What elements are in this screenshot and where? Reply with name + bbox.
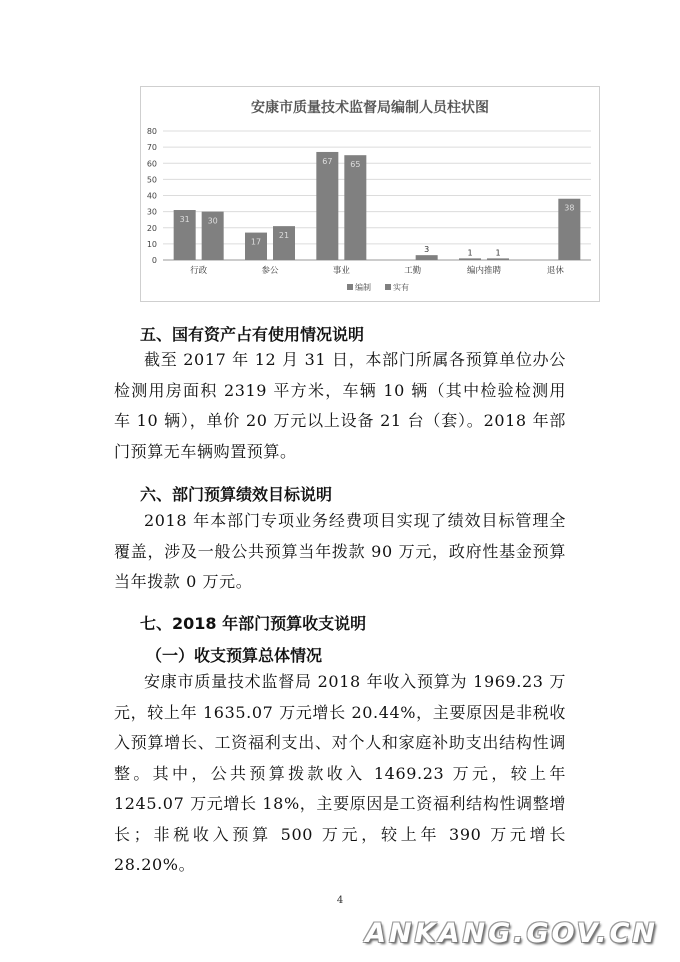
x-tick-label: 编内推聘 — [466, 266, 502, 276]
x-tick-label: 退休 — [546, 266, 564, 276]
section-7-subheading: （一）收支预算总体情况 — [146, 646, 323, 665]
y-tick-label: 50 — [146, 175, 157, 185]
bar-实有 — [416, 255, 438, 260]
y-tick-label: 0 — [151, 256, 157, 265]
x-tick-label: 行政 — [190, 266, 208, 276]
bar-编制 — [316, 152, 338, 260]
legend-swatch — [385, 284, 391, 290]
x-tick-label: 工勤 — [404, 266, 422, 276]
data-label: 21 — [278, 231, 290, 241]
y-tick-label: 30 — [146, 207, 157, 217]
legend-label: 编制 — [355, 283, 371, 292]
site-watermark: ANKANG.GOV.CN — [365, 918, 658, 949]
y-tick-label: 80 — [146, 127, 157, 136]
legend-label: 实有 — [393, 283, 409, 292]
y-tick-label: 20 — [146, 223, 157, 233]
section-6-body: 2018 年本部门专项业务经费项目实现了绩效目标管理全覆盖，涉及一般公共预算当年拨款 90 万元，政府性基金预算当年拨款 0 万元。 — [114, 511, 566, 591]
data-label: 31 — [179, 215, 190, 225]
bar-实有 — [487, 258, 509, 260]
section-5-heading: 五、国有资产占有使用情况说明 — [140, 325, 365, 344]
data-label: 65 — [350, 160, 361, 170]
chart-plot — [141, 87, 601, 303]
data-label: 1 — [467, 248, 473, 258]
staffing-bar-chart — [140, 86, 600, 302]
data-label: 3 — [424, 245, 430, 255]
y-tick-label: 10 — [146, 239, 157, 249]
page-number: 4 — [336, 895, 344, 906]
bar-实有 — [344, 155, 366, 260]
data-label: 30 — [207, 216, 218, 226]
section-7-body: 安康市质量技术监督局 2018 年收入预算为 1969.23 万元，较上年 1635.07 万元增长 20.44%，主要原因是非税收入预算增长、工资福利支出、对个人和家庭补助支出结构性调整。其中，公共预算拨款收入 1469.23 万元，较上年 1245.07 万元增长 18%，主要原因是工资福利结构性调整增长；非税收入预算 500 万元，较上年 390 万元增长 28.20%。 — [114, 672, 566, 874]
bar-编制 — [459, 258, 481, 260]
x-tick-label: 事业 — [332, 266, 350, 276]
legend-swatch — [347, 284, 353, 290]
chart-title: 安康市质量技术监督局编制人员柱状图 — [251, 100, 489, 116]
y-tick-label: 70 — [146, 143, 157, 153]
section-5-body: 截至 2017 年 12 月 31 日，本部门所属各预算单位办公检测用房面积 2319 平方米，车辆 10 辆（其中检验检测用车 10 辆），单价 20 万元以上设备 21 台（套）。2018 年部门预算无车辆购置预算。 — [114, 350, 566, 461]
data-label: 67 — [322, 156, 333, 166]
section-6-heading: 六、部门预算绩效目标说明 — [140, 485, 333, 504]
data-label: 1 — [495, 248, 501, 258]
data-label: 17 — [250, 237, 262, 247]
x-tick-label: 参公 — [261, 266, 279, 276]
y-tick-label: 40 — [146, 191, 157, 201]
section-7-heading: 七、2018 年部门预算收支说明 — [140, 614, 367, 633]
y-tick-label: 60 — [146, 159, 157, 169]
data-label: 38 — [564, 203, 575, 213]
